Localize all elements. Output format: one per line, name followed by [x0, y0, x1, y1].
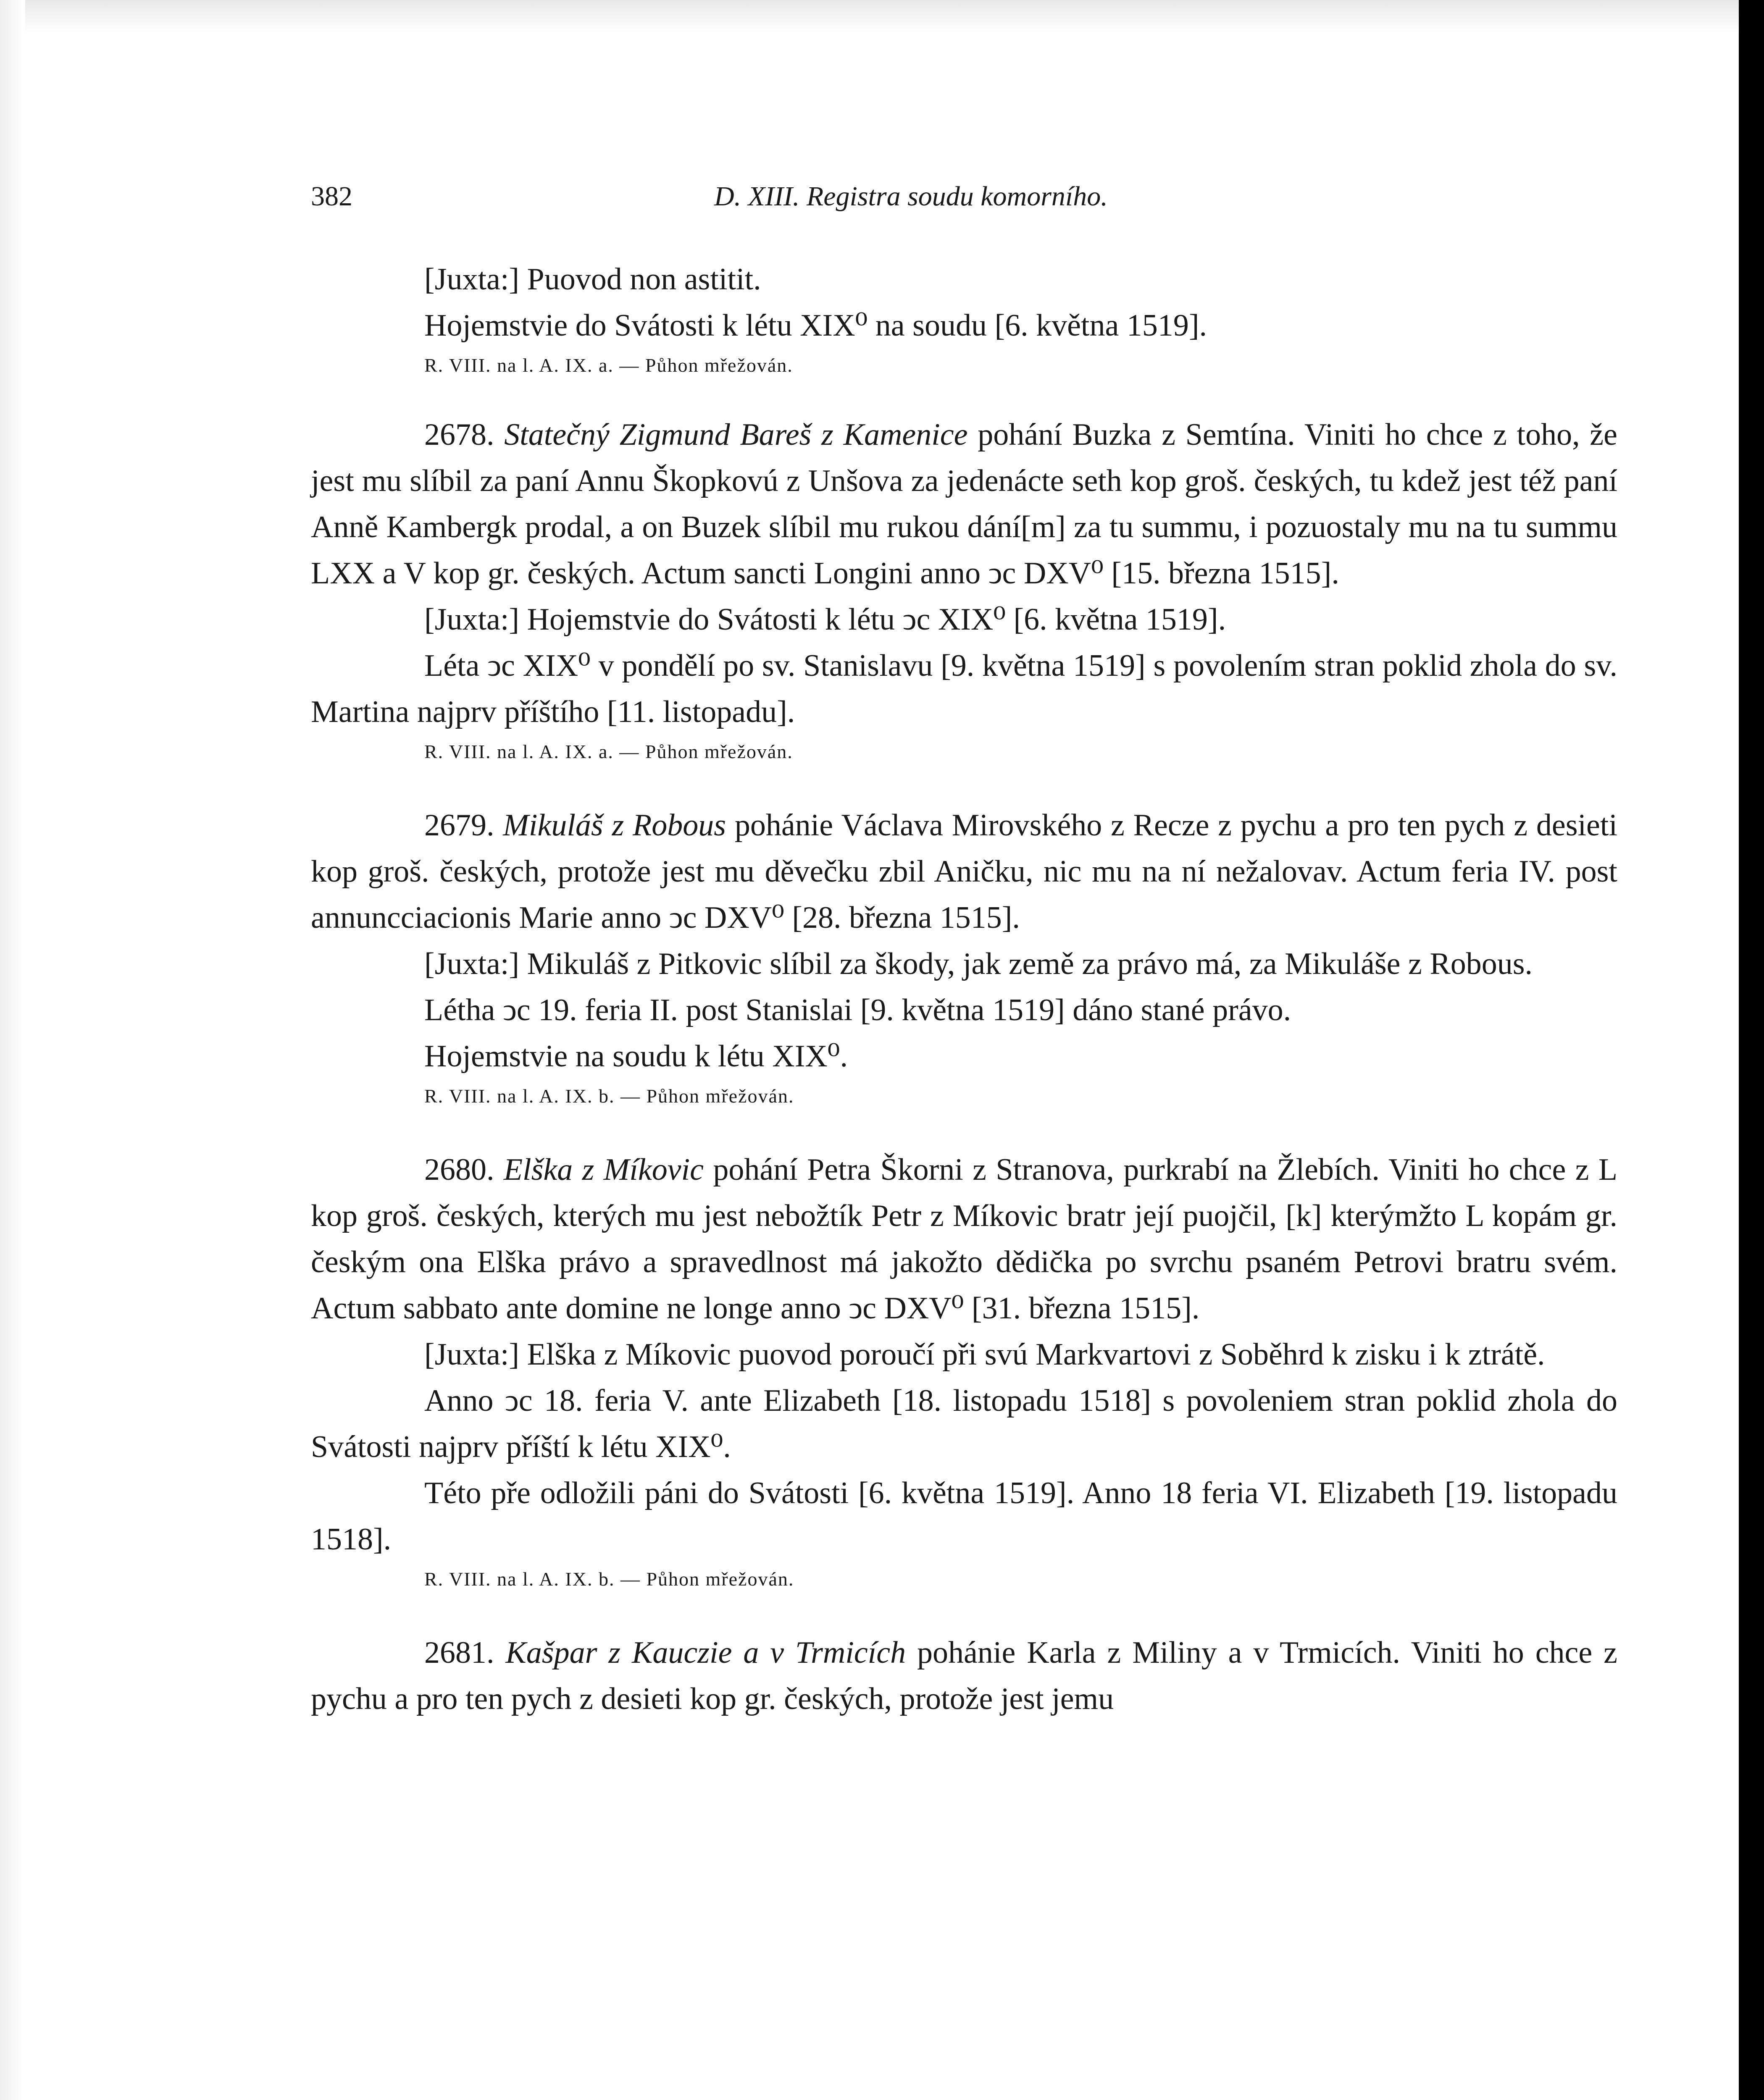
entry-paragraph	[311, 1147, 1617, 1331]
entry-note: Anno ↄc 18. feria V. ante Elizabeth [18. listopadu 1518] s povoleniem stran poklid zhola do Svátosti najprv příští k létu XIX⁰.	[311, 1383, 1617, 1464]
entry-paragraph	[311, 412, 1617, 596]
entry-note: Léta ↄc XIX⁰ v pondělí po sv. Stanislavu [9. května 1519] s povolením stran poklid zhola do sv. Martina najprv příštího [11. listopadu].	[311, 648, 1617, 729]
entry-2681	[311, 1630, 1617, 1722]
intro-line: Hojemstvie do Svátosti k létu XIX⁰ na soudu [6. května 1519].	[424, 308, 1207, 343]
page-body	[311, 256, 1617, 1722]
source-reference: R. VIII. na l. A. IX. a. — Půhon mřežován.	[424, 354, 793, 376]
page-number: 382	[311, 181, 352, 212]
entry-2678	[311, 412, 1617, 769]
source-reference: R. VIII. na l. A. IX. b. — Půhon mřežován.	[424, 1085, 794, 1107]
entry-number: 2681.	[424, 1635, 494, 1670]
entry-plaintiff: Elška z Míkovic	[503, 1152, 704, 1187]
entry-note: Této pře odložili páni do Svátosti [6. května 1519]. Anno 18 feria VI. Elizabeth [19. listopadu 1518].	[311, 1476, 1617, 1557]
top-scan-shadow	[0, 0, 1739, 34]
entry-plaintiff: Kašpar z Kauczie a v Trmicích	[505, 1635, 906, 1670]
entry-number: 2678.	[424, 417, 494, 452]
entry-note: [Juxta:] Hojemstvie do Svátosti k létu ↄc XIX⁰ [6. května 1519].	[424, 602, 1226, 637]
entry-note: [Juxta:] Mikuláš z Pitkovic slíbil za škody, jak země za právo má, za Mikuláše z Robous.	[424, 947, 1533, 981]
page-header	[311, 181, 1617, 223]
running-title: D. XIII. Registra soudu komorního.	[714, 181, 1108, 212]
entry-number: 2680.	[424, 1152, 494, 1187]
entry-number: 2679.	[424, 808, 494, 843]
entry-text: pohání Petra Škorni z Stranova, purkrabí na Žlebích. Viniti ho chce z L kop groš. českých, kterých mu jest nebožtík Petr z Míkovic bratr její puojčil, [k] kterýmžto L kopám gr. českým ona Elška právo a spravedlnost má jakožto dědička po svrchu psaném Petrovi bratru svém. Actum sabbato ante domine ne longe anno ↄc DXV⁰ [31. března 1515].	[311, 1152, 1618, 1326]
entry-note: [Juxta:] Elška z Míkovic puovod poroučí při svú Markvartovi z Soběhrd k zisku i k ztrátě.	[424, 1337, 1545, 1372]
intro-line: [Juxta:] Puovod non astitit.	[424, 262, 761, 297]
intro-block	[311, 256, 1617, 382]
entry-plaintiff: Mikuláš z Robous	[503, 808, 726, 843]
source-reference: R. VIII. na l. A. IX. a. — Půhon mřežován.	[424, 741, 793, 762]
entry-note: Hojemstvie na soudu k létu XIX⁰.	[424, 1039, 848, 1074]
left-scan-shadow	[0, 0, 25, 2100]
entry-paragraph	[311, 1630, 1617, 1722]
entry-text: pohání Buzka z Semtína. Viniti ho chce z toho, že jest mu slíbil za paní Annu Škopkovú z Unšova za jedenácte seth kop groš. českých, tu kdež jest též paní Anně Kambergk prodal, a on Buzek slíbil mu rukou dání[m] za tu summu, i pozuostaly mu na tu summu LXX a V kop gr. českých. Actum sancti Longini anno ↄc DXV⁰ [15. března 1515].	[311, 417, 1617, 591]
entry-note: Létha ↄc 19. feria II. post Stanislai [9. května 1519] dáno stané právo.	[424, 993, 1291, 1027]
entry-paragraph	[311, 802, 1617, 941]
entry-text: pohánie Karla z Miliny a v Trmicích. Viniti ho chce z pychu a pro ten pych z desieti kop gr. českých, protože jest jemu	[311, 1635, 1617, 1716]
entry-text: pohánie Václava Mirovského z Recze z pychu a pro ten pych z desieti kop groš. českých, protože jest mu děvečku zbil Aničku, nic mu na ní nežalovav. Actum feria IV. post annuncciacionis Marie anno ↄc DXV⁰ [28. března 1515].	[311, 808, 1618, 935]
source-reference: R. VIII. na l. A. IX. b. — Půhon mřežován.	[424, 1568, 794, 1590]
entry-plaintiff: Statečný Zigmund Bareš z Kamenice	[504, 417, 968, 452]
entry-2679	[311, 802, 1617, 1113]
right-scan-edge	[1739, 0, 1764, 2100]
entry-2680	[311, 1147, 1617, 1596]
